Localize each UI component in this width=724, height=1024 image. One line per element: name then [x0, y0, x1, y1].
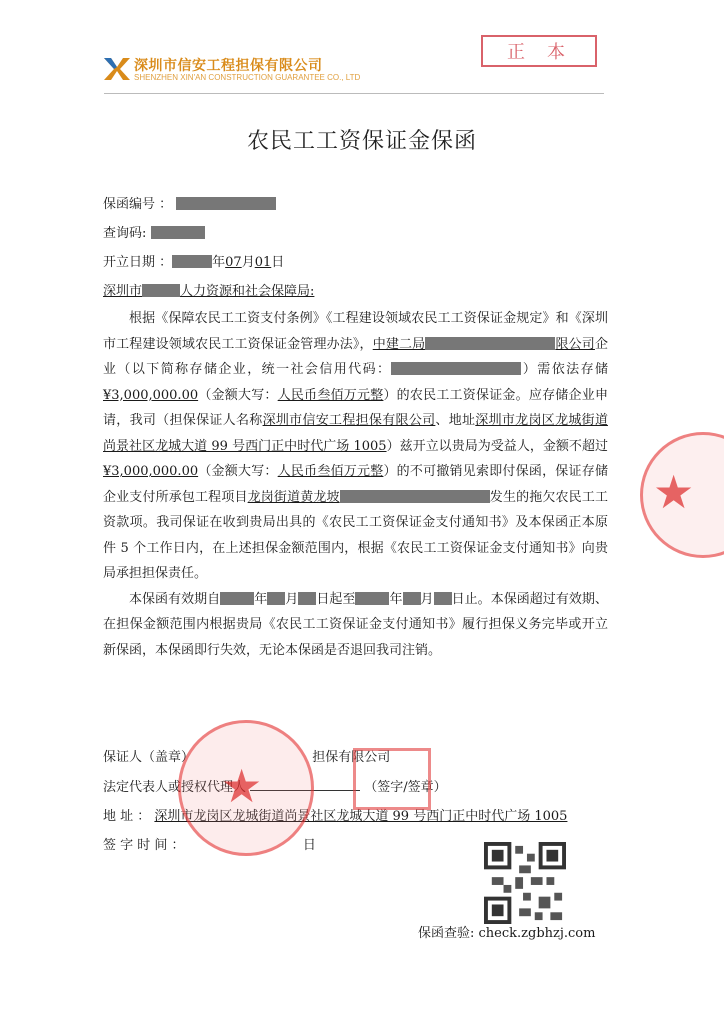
document-title: 农民工工资保证金保函 [246, 129, 477, 154]
depositor-company: 中建二局 [372, 336, 426, 352]
day-label: 日 [271, 255, 285, 270]
issue-date-label: 开立日期 ： [103, 255, 173, 270]
guarantee-number-row [103, 193, 276, 212]
redacted-company-name [425, 337, 555, 350]
address-label: 地 址 ： [103, 809, 151, 824]
query-code-row [103, 222, 205, 241]
sign-hint: （签字/签章） [364, 780, 447, 795]
issue-month: 07 [225, 255, 242, 270]
query-code-label: 查询码: [103, 226, 147, 241]
issue-date-row [103, 251, 284, 270]
redacted-project-name [340, 490, 490, 503]
paragraph-1: 根据《保障农民工工资支付条例》《工程建设领域农民工工资保证金规定》和《深圳市工程建设领域农民工工资保证金管理办法》，中建二局 限公司企业（以下简称存储企业，统一社会信用代码： ）需依法存储¥3,000,000.00（金额大写：人民币叁佰万元整）的农民工工资保证金。应存储企业申请，我司（担保保证人名称深圳市信安工程担保有限公司、地址深圳市龙岗区龙城街道尚景社区龙城大道 99 号西门正中时代广场 1005）兹开立以贵局为受益人，金额不超过¥3,000,000.00（金额大写：人民币叁佰万元整）的不可撤销见索即付保函，保证存储企业支付所承包工程项目龙岗街道黄龙坡 发生的拖欠农民工工资款项。我司保证在收到贵局出具的《农民工工资保证金支付通知书》及本保函正本原件 5 个工作日内，在上述担保金额范围内，根据《农民工工资保证金支付通知书》向贵局承担担保责任。 [103, 311, 608, 581]
amount: ¥3,000,000.00 [103, 387, 199, 403]
paragraph-2: 本保函有效期自 年 月 日起至 年 月 日止。本保函超过有效期、在担保金额范围内根据贵局《农民工工资保证金支付通知书》履行担保义务完毕或开立新保函，本保函即行失效，无论本保函是否退回我司注销。 [103, 591, 608, 658]
redacted-end-month [403, 592, 421, 605]
redacted-end-day [434, 592, 452, 605]
project-name: 龙岗街道黄龙坡 [247, 489, 340, 505]
guarantor-seal-label: 保证人（盖章） [103, 750, 195, 765]
redacted-guarantee-number [176, 197, 276, 210]
sign-time-label: 签 字 时 间 ： [103, 838, 185, 853]
amount-max: ¥3,000,000.00 [103, 464, 199, 479]
body-text [103, 306, 608, 663]
redacted-start-year [220, 592, 254, 605]
month-label: 月 [241, 255, 255, 270]
header-divider [104, 93, 604, 94]
sign-time-day: 日 [302, 838, 316, 853]
address-value: 深圳市龙岗区龙城街道尚景社区龙城大道 99 号西门正中时代广场 1005 [154, 809, 568, 824]
guarantor-address: 深圳市龙岗区龙城街道尚景社区龙城大道 99 号西门正中时代广场 1005 [103, 413, 608, 454]
verification-text: 保函查验: check.zgbhzj.com [418, 926, 596, 941]
redacted-district [142, 284, 180, 297]
company-logo-icon [104, 58, 130, 80]
redacted-start-month [267, 592, 285, 605]
addressee-row [103, 280, 314, 299]
original-copy-stamp: 正本 [481, 35, 597, 67]
redacted-end-year [355, 592, 389, 605]
company-name-cn: 深圳市信安工程担保有限公司 [134, 58, 323, 74]
redacted-query-code [151, 226, 205, 239]
amount-words: 人民币叁佰万元整 [277, 387, 384, 403]
redacted-start-day [298, 592, 316, 605]
year-label: 年 [212, 255, 226, 270]
guarantor-name: 深圳市信安工程担保有限公司 [262, 413, 436, 428]
redacted-credit-code [391, 362, 521, 375]
legal-rep-personal-seal [353, 748, 431, 810]
partial-seal-right-edge: ★ [640, 432, 724, 558]
legal-rep-label: 法定代表人或授权代理人 [103, 780, 247, 795]
company-name-en: SHENZHEN XIN'AN CONSTRUCTION GUARANTEE CO., LTD [134, 73, 361, 82]
addressee-prefix: 深圳市 [103, 284, 143, 299]
qr-code-icon [484, 842, 566, 924]
addressee-suffix: 人力资源和社会保障局: [180, 284, 315, 299]
guarantee-number-label: 保函编号 ： [103, 197, 173, 212]
company-seal: ★ [178, 720, 314, 856]
redacted-issue-year [172, 255, 212, 268]
issue-day: 01 [254, 255, 272, 270]
address-row [103, 805, 567, 824]
amount-words-max: 人民币叁佰万元整 [277, 464, 384, 479]
guarantor-name-partial: 担保有限公司 [312, 750, 391, 765]
